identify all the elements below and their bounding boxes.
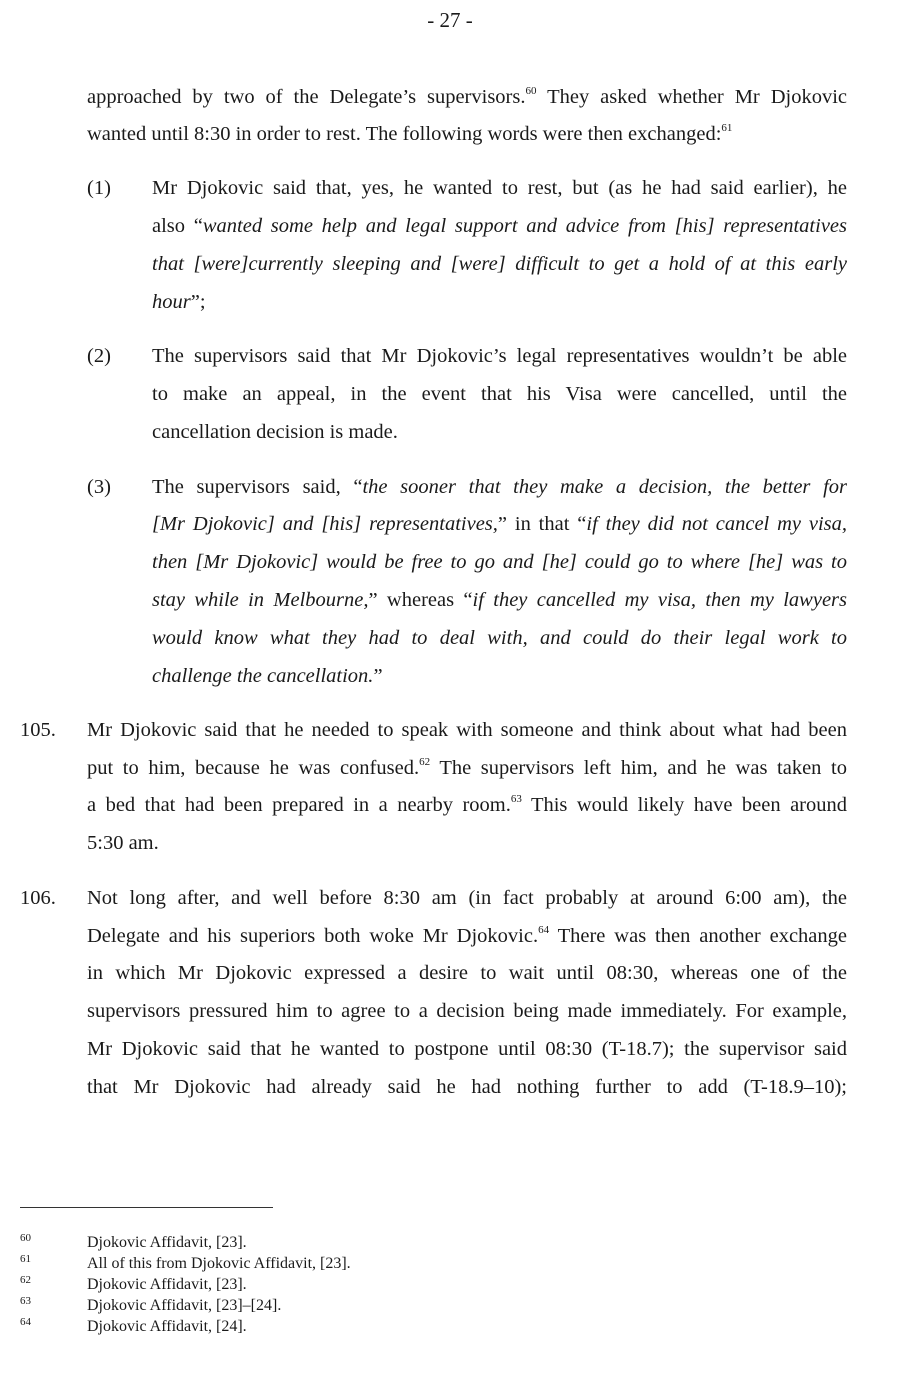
footnote-number: 62 [20, 1274, 31, 1286]
footnote-text: Djokovic Affidavit, [24]. [87, 1318, 247, 1335]
footnote-number: 60 [20, 1232, 31, 1244]
item-text: ” whereas “ [368, 589, 473, 611]
item-3-line-3 [152, 550, 847, 574]
para-105-line-1: Mr Djokovic said that he needed to speak with someone and think about what had been [87, 719, 847, 741]
footnote-ref-64[interactable]: 64 [538, 924, 550, 936]
item-3-line-2 [152, 512, 847, 536]
item-text: The supervisors said, “ [152, 476, 363, 498]
item-3-line-5 [152, 626, 847, 650]
para-106-line-2 [87, 924, 847, 948]
item-2-line-1: The supervisors said that Mr Djokovic’s legal representatives wouldn’t be able [152, 345, 847, 367]
footnote-ref-60[interactable]: 60 [525, 85, 537, 97]
footnote-number: 61 [20, 1253, 31, 1265]
paragraph-number: 105. [20, 719, 56, 741]
footnote-number: 64 [20, 1316, 31, 1328]
paragraph-number: 106. [20, 887, 56, 909]
para-105-line-3 [87, 793, 847, 817]
footnote-separator [20, 1207, 273, 1208]
quoted-text: hour [152, 291, 191, 313]
paragraph-text: Delegate and his superiors both woke Mr Djokovic. [87, 925, 539, 947]
quoted-text: if they cancelled my visa, then my lawyers [472, 589, 847, 611]
item-1-line-2 [152, 214, 847, 238]
quoted-text: stay while in Melbourne, [152, 589, 369, 611]
quoted-text: then [Mr Djokovic] would be free to go and [he] could go to where [he] was to [152, 551, 847, 573]
item-label: (3) [87, 476, 111, 498]
paragraph-text: The supervisors left him, and he was taken to [430, 757, 847, 779]
item-1-line-1: Mr Djokovic said that, yes, he wanted to rest, but (as he had said earlier), he [152, 177, 847, 199]
paragraph-text: There was then another exchange [549, 925, 847, 947]
footnote-text: Djokovic Affidavit, [23]. [87, 1234, 247, 1251]
item-text: ”; [190, 291, 206, 313]
item-label: (1) [87, 177, 111, 199]
para-106-line-3: in which Mr Djokovic expressed a desire to wait until 08:30, whereas one of the [87, 962, 847, 984]
item-3-line-6 [152, 664, 847, 688]
item-2-line-3: cancellation decision is made. [152, 421, 398, 443]
item-text: ” in that “ [497, 513, 587, 535]
quoted-text: challenge the cancellation. [152, 665, 374, 687]
para-106-line-1: Not long after, and well before 8:30 am (in fact probably at around 6:00 am), the [87, 887, 847, 909]
intro-line-1 [87, 85, 847, 109]
para-106-line-5: Mr Djokovic said that he wanted to postpone until 08:30 (T-18.7); the supervisor said [87, 1038, 847, 1060]
page-number: - 27 - [427, 8, 473, 32]
footnote-text: All of this from Djokovic Affidavit, [23]. [87, 1255, 351, 1272]
intro-line-2 [87, 122, 847, 146]
footnote-text: Djokovic Affidavit, [23]–[24]. [87, 1297, 282, 1314]
intro-text: wanted until 8:30 in order to rest. The following words were then exchanged: [87, 123, 722, 145]
para-105-line-2 [87, 756, 847, 780]
para-106-line-6: that Mr Djokovic had already said he had nothing further to add (T-18.9–10); [87, 1076, 847, 1098]
item-3-line-1 [152, 475, 847, 499]
paragraph-text: This would likely have been around [521, 794, 847, 816]
quoted-text: [Mr Djokovic] and [his] representatives, [152, 513, 498, 535]
intro-text: approached by two of the Delegate’s supervisors. [87, 86, 526, 108]
item-text: ” [373, 665, 383, 687]
footnote-text: Djokovic Affidavit, [23]. [87, 1276, 247, 1293]
footnote-ref-62[interactable]: 62 [419, 756, 431, 768]
item-2-line-2: to make an appeal, in the event that his Visa were cancelled, until the [152, 383, 847, 405]
footnote-ref-61[interactable]: 61 [721, 122, 733, 134]
paragraph-text: a bed that had been prepared in a nearby room. [87, 794, 511, 816]
item-label: (2) [87, 345, 111, 367]
quoted-text: wanted some help and legal support and advice from [his] representatives [202, 215, 847, 237]
quoted-text: would know what they had to deal with, and could do their legal work to [152, 627, 847, 649]
para-106-line-4: supervisors pressured him to agree to a decision being made immediately. For example, [87, 1000, 847, 1022]
paragraph-text: put to him, because he was confused. [87, 757, 420, 779]
intro-text: They asked whether Mr Djokovic [536, 86, 847, 108]
footnote-ref-63[interactable]: 63 [510, 793, 522, 805]
item-1-line-3 [152, 252, 847, 276]
quoted-text: if they did not cancel my visa, [586, 513, 847, 535]
item-1-line-4 [152, 290, 847, 314]
item-text: also “ [152, 215, 203, 237]
quoted-text: that [were]currently sleeping and [were] difficult to get a hold of at this early [152, 253, 847, 275]
item-3-line-4 [152, 588, 847, 612]
quoted-text: the sooner that they make a decision, the better for [362, 476, 847, 498]
para-105-line-4: 5:30 am. [87, 832, 159, 854]
footnote-number: 63 [20, 1295, 31, 1307]
